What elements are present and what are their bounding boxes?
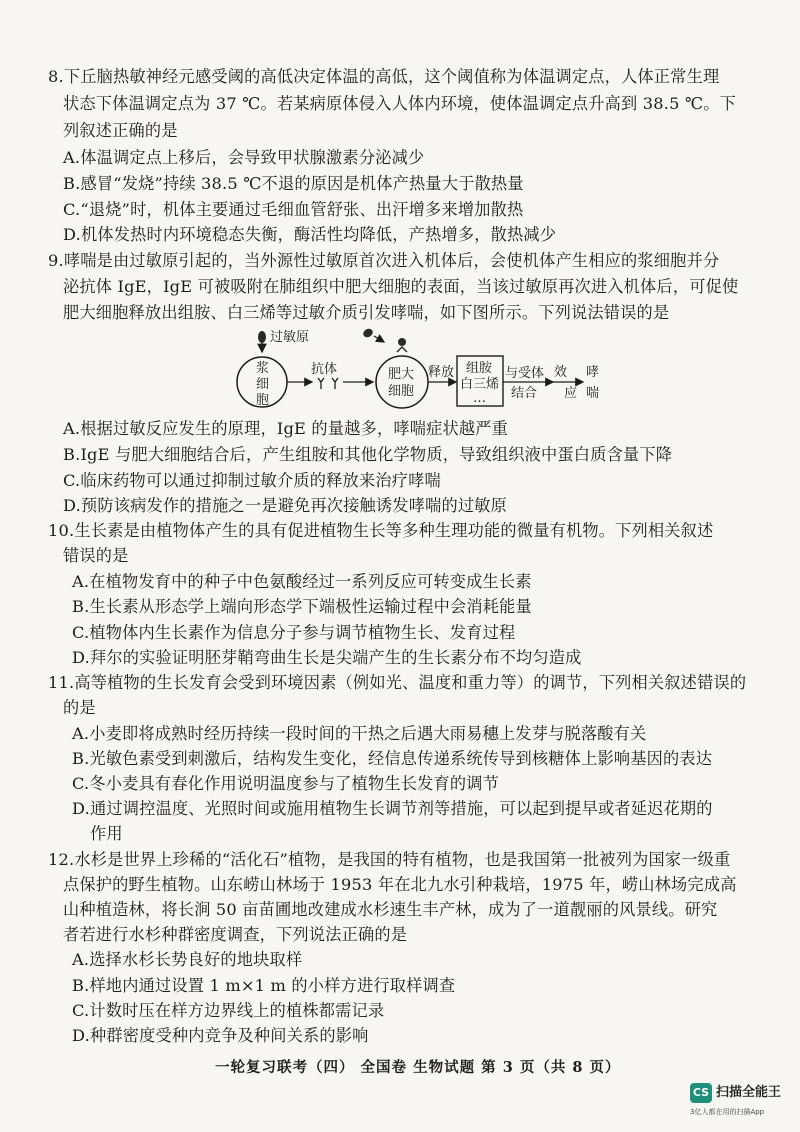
q12-option-c: C.计数时压在样方边界线上的植株都需记录 <box>72 1001 385 1020</box>
q12-stem-line3: 山种植造林，将长涧 50 亩苗圃地改建成水杉速生丰产林，成为了一道靓丽的风景线。研究 <box>63 900 718 919</box>
scanner-tagline: 3亿人都在用的扫描App <box>690 1108 765 1116</box>
q9-option-b: B.IgE 与肥大细胞结合后，产生组胺和其他化学物质，导致组织液中蛋白质含量下降 <box>63 445 673 464</box>
effect-label-1: 效 <box>554 365 568 380</box>
allergen-icon-second <box>362 327 407 352</box>
scanner-name: 扫描全能王 <box>716 1085 782 1100</box>
q10-stem-line1: 10.生长素是由植物体产生的具有促进植物生长等多种生理功能的微量有机物。下列相关叙述 <box>48 521 714 540</box>
mediator-histamine: 组胺 <box>466 361 493 376</box>
q10-option-c: C.植物体内生长素作为信息分子参与调节植物生长、发育过程 <box>72 623 516 642</box>
plasma-cell-label-2: 细 <box>256 377 270 392</box>
mast-cell-label-2: 细胞 <box>388 384 415 399</box>
q8-stem-line2: 状态下体温调定点为 37 ℃。若某病原体侵入人体内环境，使体温调定点升高到 38.5 ℃。下 <box>63 94 737 113</box>
page-footer: 一轮复习联考（四） 全国卷 生物试题 第 3 页（共 8 页） <box>215 1059 621 1076</box>
q10-option-b: B.生长素从形态学上端向形态学下端极性运输过程中会消耗能量 <box>72 597 532 616</box>
q12-option-b: B.样地内通过设置 1 m×1 m 的小样方进行取样调查 <box>72 976 456 995</box>
antibody-label: 抗体 <box>311 362 338 377</box>
receptor-label-1: 与受体 <box>505 366 545 381</box>
scanner-logo-icon: CS <box>690 1083 712 1103</box>
q11-stem-line2: 的是 <box>63 698 96 717</box>
q12-stem-line1: 12.水杉是世界上珍稀的“活化石”植物，是我国的特有植物，也是我国第一批被列为国家一级重 <box>48 850 731 869</box>
q12-stem-line4: 者若进行水杉种群密度调查，下列说法正确的是 <box>63 925 408 944</box>
q8-option-d: D.机体发热时内环境稳态失衡，酶活性均降低，产热增多，散热减少 <box>63 225 557 244</box>
q12-option-d: D.种群密度受种内竞争及种间关系的影响 <box>72 1026 369 1045</box>
q8-option-b: B.感冒“发烧”持续 38.5 ℃不退的原因是机体产热量大于散热量 <box>63 174 524 193</box>
plasma-cell-label-3: 胞 <box>256 393 270 408</box>
q12-option-a: A.选择水杉长势良好的地块取样 <box>72 950 303 969</box>
q10-option-d: D.拜尔的实验证明胚芽鞘弯曲生长是尖端产生的生长素分布不均匀造成 <box>72 648 582 667</box>
q9-stem-line2: 泌抗体 IgE，IgE 可被吸附在肺组织中肥大细胞的表面，当该过敏原再次进入机体后，可促使 <box>63 277 739 296</box>
mast-cell <box>376 356 428 408</box>
q8-stem-line3: 列叙述正确的是 <box>63 121 178 140</box>
q8-stem-line1: 8.下丘脑热敏神经元感受阈的高低决定体温的高低，这个阈值称为体温调定点，人体正常生理 <box>48 67 720 86</box>
plasma-cell-label-1: 浆 <box>256 361 270 376</box>
allergen-icon <box>258 331 266 352</box>
q12-stem-line2: 点保护的野生植物。山东崂山林场于 1953 年在北九水引种栽培，1975 年，崂山林场完成高 <box>63 875 737 894</box>
q8-option-c: C.“退烧”时，机体主要通过毛细血管舒张、出汗增多来增加散热 <box>63 200 524 219</box>
q9-option-d: D.预防该病发作的措施之一是避免再次接触诱发哮喘的过敏原 <box>63 496 508 515</box>
scanner-watermark <box>690 1083 790 1127</box>
allergen-label: 过敏原 <box>270 330 310 345</box>
q9-option-c: C.临床药物可以通过抑制过敏介质的释放来治疗哮喘 <box>63 471 441 490</box>
q10-option-a: A.在植物发育中的种子中色氨酸经过一系列反应可转变成生长素 <box>72 572 532 591</box>
q11-option-c: C.冬小麦具有春化作用说明温度参与了植物生长发育的调节 <box>72 774 500 793</box>
q11-option-a: A.小麦即将成熟时经历持续一段时间的干热之后遇大雨易穗上发芽与脱落酸有关 <box>72 724 647 743</box>
q11-option-b: B.光敏色素受到刺激后，结构发生变化，经信息传递系统传导到核糖体上影响基因的表达 <box>72 749 713 768</box>
q11-stem-line1: 11.高等植物的生长发育会受到环境因素（例如光、温度和重力等）的调节，下列相关叙述错误的 <box>48 673 747 692</box>
mediator-leukotriene: 白三烯 <box>460 377 500 392</box>
release-label: 释放 <box>428 365 455 380</box>
antibody-icon <box>318 378 338 389</box>
mediator-ellipsis: … <box>473 391 486 406</box>
q9-stem-line1: 9.哮喘是由过敏原引起的，当外源性过敏原首次进入机体后，会使机体产生相应的浆细胞并分 <box>48 251 720 270</box>
effect-label-2: 应 <box>564 386 578 401</box>
q9-option-a: A.根据过敏反应发生的原理，IgE 的量越多，哮喘症状越严重 <box>63 419 509 438</box>
q11-option-d: D.通过调控温度、光照时间或施用植物生长调节剂等措施，可以起到提早或者延迟花期的 <box>72 799 713 818</box>
receptor-label-2: 结合 <box>511 386 538 401</box>
asthma-label-1: 哮 <box>586 365 600 380</box>
q11-option-d-cont: 作用 <box>90 824 123 843</box>
q10-stem-line2: 错误的是 <box>63 546 129 565</box>
asthma-label-2: 喘 <box>586 386 600 401</box>
q9-stem-line3: 肥大细胞释放出组胺、白三烯等过敏介质引发哮喘，如下图所示。下列说法错误的是 <box>63 303 670 322</box>
mast-cell-label-1: 肥大 <box>388 367 415 382</box>
q8-option-a: A.体温调定点上移后，会导致甲状腺激素分泌减少 <box>63 148 425 167</box>
